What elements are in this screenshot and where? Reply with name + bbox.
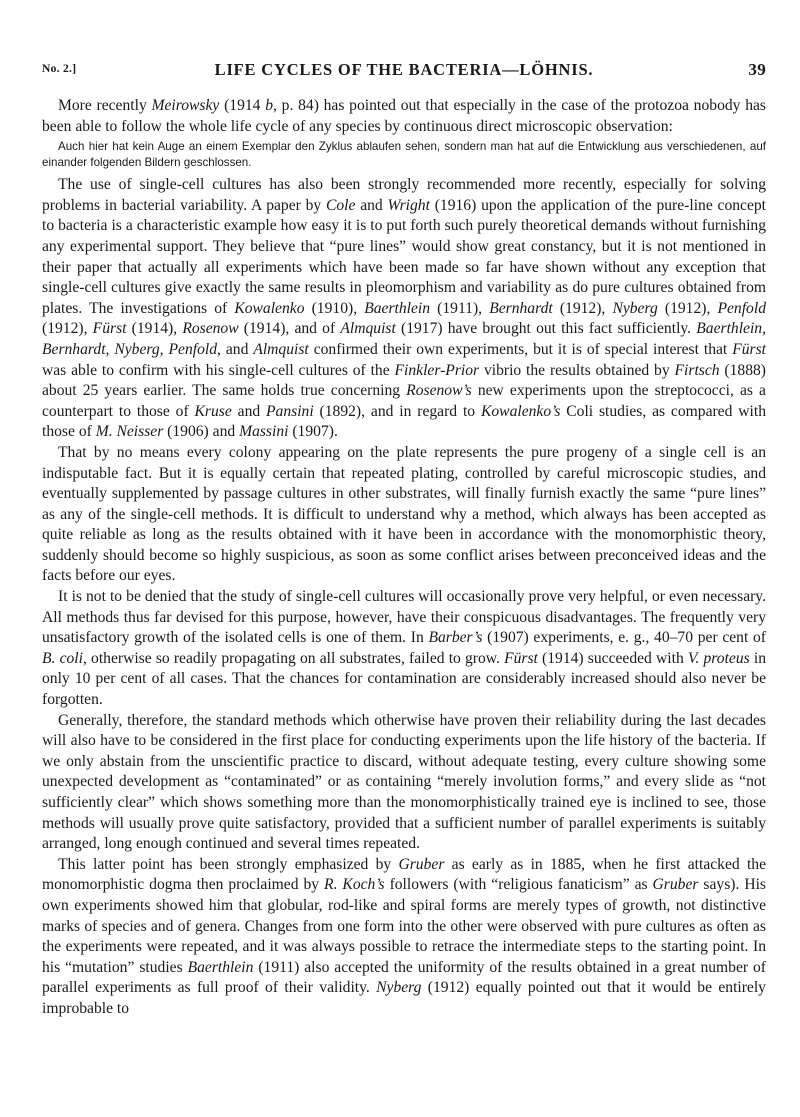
issue-number: No. 2.] [42,63,77,75]
text-run: (1911) also accepted the uniformity of the results obtained in a great number of parallel experiments as full proof of their validity. [42,958,767,997]
text-run: (1912) equally pointed out that it would be entirely improbable to [42,979,766,1017]
italic-name: Fürst [732,340,766,358]
text-run: says). His own experiments showed him that globular, rod-like and spiral forms are merely types of growth, not distinctive marks of species and of genera. Changes from one form into the other were observed with pure cultures as often as the experiments were repeated, and it was always possible to retrace the intermediate steps to the starting point. In his “mutation” studies [42,876,766,976]
italic-name: Bernhardt [489,299,553,317]
italic-name: V. proteus [687,649,750,667]
italic-name: Kruse [194,402,232,420]
text-run: and [231,402,267,420]
italic-name: b [265,97,274,114]
text-run: (1914 [219,97,266,114]
italic-name: Gruber [398,855,445,873]
text-run: It is not to be denied that the study of single-cell cultures will occasionally prove very helpful, or even necessary. All methods thus far devised for this purpose, however, have their conspicuous disadvantages. The frequently very unsatisfactory growth of the isolated cells is one of them. In [42,588,766,647]
paragraph [42,587,766,711]
article-body [42,96,766,1020]
italic-name: Almquist [253,340,309,358]
running-head [42,60,766,82]
italic-name: Fürst [92,320,127,338]
text-run: That by no means every colony appearing on the plate represents the pure progeny of a single cell is an indisputable fact. But it is equally certain that repeated plating, controlled by careful microscopic studies, and eventually supplemented by passage cultures in other substrates, will finally furnish exactly the same “pure lines” as any of the single-cell methods. It is difficult to understand why a method, which always has been accepted as quite reliable as long as the results obtained with it have been in accordance with the monomorphistic theory, suddenly should become so highly suspicious, as soon as some conflict arises between preconceived ideas and the facts before our eyes. [42,443,766,585]
text-run: (1888) about 25 years earlier. The same holds true concerning [42,361,766,400]
paragraph [42,96,766,137]
page-number: 39 [748,60,766,79]
text-run: (1916) upon the application of the pure-line concept to bacteria is a characteristic example how easy it is to put forth such purely theoretical demands without furnishing any experimental support. They believe that “pure lines” would show great constancy, but it is not mentioned in their paper that actually all experiments which have been made so far have shown without any exception that single-cell cultures give exactly the same results in pleomorphism and variability as do pure cultures obtained from plates. The investigations of [42,196,767,317]
paragraph [42,175,766,443]
italic-name: R. Koch’s [324,876,385,894]
text-run: Coli studies, as compared with those of [42,402,766,441]
text-run: new experiments upon the streptococci, as a counterpart to those of [42,382,766,420]
text-run: followers (with “religious fanaticism” as [384,876,653,894]
italic-name: Finkler-Prior [394,361,480,379]
text-run: vibrio the results obtained by [479,361,675,379]
italic-name: Firtsch [674,361,720,379]
text-run: This latter point has been strongly emphasized by [58,855,399,873]
text-run: , otherwise so readily propagating on all substrates, failed to grow. [82,649,505,667]
text-run: Auch hier hat kein Auge an einem Exemplar den Zyklus ablaufen sehen, sondern man hat auf die Entwicklung aus verschiedenen, auf einander folgenden Bildern geschlossen. [42,140,766,170]
italic-name: Baerthlein [187,958,254,976]
italic-name: Nyberg [612,299,658,317]
italic-name: Meirowsky [151,97,220,114]
text-run: , p. 84) has pointed out that especially in the case of the protozoa nobody has been able to follow the whole life cycle of any species by continuous direct microscopic observation: [42,97,766,135]
italic-name: Fürst [504,649,538,667]
text-run: (1917) have brought out this fact sufficiently. [395,320,697,338]
italic-name: Baerthlein, Bernhardt, Nyberg, Penfold, [42,320,766,358]
text-run: The use of single-cell cultures has also been strongly recommended more recently, especially for solving problems in bacterial variability. A paper by [42,176,766,214]
text-run: (1907) experiments, e. g., 40–70 per cent of [482,629,767,647]
paragraph [42,711,766,855]
paragraph [42,443,766,587]
text-run: as early as in 1885, when he first attacked the monomorphistic dogma then proclaimed by [42,855,766,894]
text-run: (1912), [657,299,718,317]
text-run: Generally, therefore, the standard methods which otherwise have proven their reliability during the last decades will also have to be considered in the first place for conducting experiments upon the life history of the bacteria. If we only abstain from the unscientific practice to discard, without adequate testing, every culture showing some unexpected development as “contaminated” or as containing “merely involution forms,” and every slide as “not sufficiently clear” which shows something more than the monomorphistically trained eye is inclined to see, those methods will usually prove quite satisfactory, provided that a sufficient number of parallel experiments is suitably arranged, long enough continued and several times repeated. [42,711,766,853]
italic-name: Wright [387,196,430,214]
italic-name: Gruber [652,876,699,894]
text-run: (1906) and [163,423,240,441]
text-run: (1914) succeeded with [537,649,688,667]
text-run: (1910), [304,299,365,317]
block-quote [42,139,766,171]
italic-name: Kowalenko [234,299,305,317]
text-run: (1912), [42,320,93,338]
italic-name: Rosenow’s [406,382,472,400]
text-run: (1907). [288,423,338,441]
italic-name: Penfold [717,299,766,317]
text-run: (1892), and in regard to [313,402,481,420]
text-run: and [355,196,388,214]
text-run: (1914), [126,320,183,338]
text-run: (1912), [552,299,613,317]
text-run: and [220,340,254,358]
paragraph [42,855,766,1020]
text-run: More recently [58,97,152,114]
italic-name: Baerthlein [364,299,431,317]
text-run: (1914), and of [238,320,341,338]
text-run: confirmed their own experiments, but it is of special interest that [308,340,733,358]
italic-name: B. coli [42,649,83,667]
text-run: (1911), [430,299,490,317]
italic-name: Kowalenko’s [480,402,561,420]
text-run: in only 10 per cent of all cases. That the chances for contamination are considerably increased should also never be forgotten. [42,649,766,709]
italic-name: Almquist [340,320,396,338]
text-run: was able to confirm with his single-cell cultures of the [42,361,395,379]
italic-name: Rosenow [182,320,239,338]
italic-name: Massini [239,423,289,441]
running-title: LIFE CYCLES OF THE BACTERIA—LÖHNIS. [214,60,594,79]
italic-name: Cole [325,196,356,214]
italic-name: M. Neisser [95,423,164,441]
italic-name: Pansini [266,402,314,420]
italic-name: Barber’s [428,629,483,647]
italic-name: Nyberg [376,979,422,997]
